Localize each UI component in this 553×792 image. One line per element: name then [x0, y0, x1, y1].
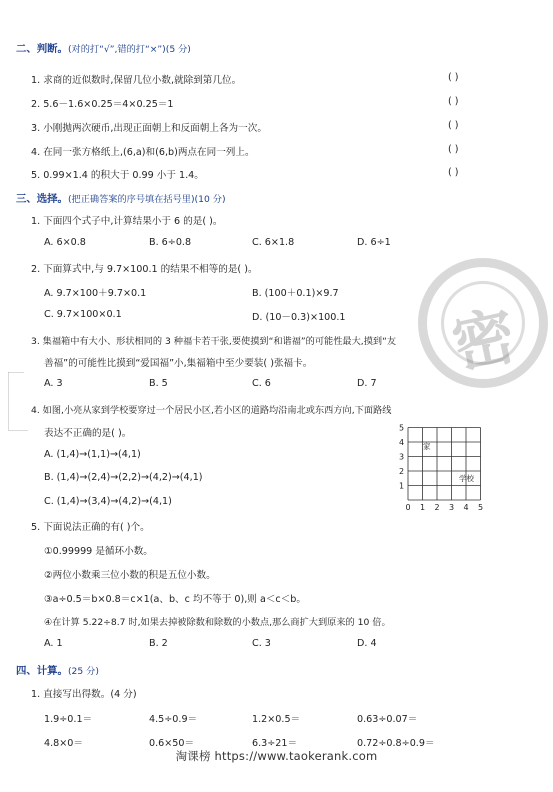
judge-item-3: 3. 小刚抛两次硬币,出现正面朝上和反面朝上各为一次。: [31, 123, 267, 134]
answer-paren: ( ): [448, 120, 459, 131]
section-4-title: 四、计算。: [16, 665, 68, 677]
section-2-title: 二、判断。: [16, 43, 68, 55]
calc-item: 4.5÷0.9＝: [149, 714, 198, 725]
choice-q4-option-c: C. (1,4)→(3,4)→(4,2)→(4,1): [44, 496, 172, 507]
scan-mark: [8, 430, 28, 431]
section-3-heading: [16, 190, 226, 205]
choice-q3-option-d: D. 7: [357, 378, 377, 389]
judge-item-2: 2. 5.6－1.6×0.25＝4×0.25＝1: [31, 99, 174, 110]
scan-mark: [8, 372, 9, 430]
y-tick-label: 5: [399, 423, 405, 433]
calc-item: 4.8×0＝: [44, 738, 83, 749]
calc-item: 1.2×0.5＝: [252, 714, 301, 725]
choice-q4-option-a: A. (1,4)→(1,1)→(4,1): [44, 449, 141, 460]
choice-q1-option-b: B. 6÷0.8: [149, 237, 192, 248]
section-2-note: (对的打“√”,错的打“×”)(5 分): [67, 44, 191, 55]
section-4-heading: [16, 662, 99, 677]
choice-q5-option-b: B. 2: [149, 638, 168, 649]
choice-q1-stem: 1. 下面四个式子中,计算结果小于 6 的是( )。: [31, 216, 223, 227]
section-3-title: 三、选择。: [16, 193, 68, 205]
answer-paren: ( ): [448, 167, 459, 178]
choice-q3-option-c: C. 6: [252, 378, 271, 389]
y-tick-label: 3: [399, 452, 405, 462]
y-tick-label: 4: [399, 438, 405, 447]
section-4-note: (25 分): [67, 666, 99, 677]
x-tick-label: 5: [478, 503, 484, 512]
grid-lines: [408, 428, 481, 501]
choice-q1-option-c: C. 6×1.8: [252, 237, 295, 248]
calc-item: 6.3÷21＝: [252, 738, 298, 749]
stamp-character: 密: [446, 298, 522, 383]
watermark-footer: 淘课榜 https://www.taokerank.com: [175, 749, 378, 763]
answer-paren: ( ): [448, 72, 459, 83]
x-tick-label: 2: [434, 503, 440, 512]
choice-q5-statement-3: ③a÷0.5＝b×0.8＝c×1(a、b、c 均不等于 0),则 a＜c＜b。: [44, 594, 306, 605]
judge-item-1: 1. 求商的近似数时,保留几位小数,就除到第几位。: [31, 75, 242, 86]
confidential-stamp: [418, 258, 548, 388]
choice-q4-stem-line2: 表达不正确的是( )。: [44, 428, 132, 439]
route-grid: [396, 418, 496, 518]
home-label: 家: [423, 442, 431, 451]
choice-q3-stem-line1: 3. 集福箱中有大小、形状相同的 3 种福卡若干张,要使摸到“和谐福”的可能性最大,摸到“友: [31, 336, 397, 347]
judge-item-4: 4. 在同一张方格纸上,(6,a)和(6,b)两点在同一列上。: [31, 147, 255, 158]
choice-q5-option-d: D. 4: [357, 638, 377, 649]
x-tick-label: 0: [405, 503, 411, 512]
choice-q2-option-a: A. 9.7×100＋9.7×0.1: [44, 288, 147, 299]
y-tick-label: 1: [399, 481, 405, 491]
calc-sub1-title: 1. 直接写出得数。(4 分): [31, 689, 137, 700]
x-tick-label: 3: [449, 503, 455, 512]
choice-q3-option-b: B. 5: [149, 378, 168, 389]
choice-q2-option-c: C. 9.7×100×0.1: [44, 309, 122, 320]
choice-q1-option-d: D. 6÷1: [357, 237, 391, 248]
school-label: 学校: [459, 474, 474, 483]
choice-q5-stem: 5. 下面说法正确的有( )个。: [31, 522, 150, 533]
choice-q2-stem: 2. 下面算式中,与 9.7×100.1 的结果不相等的是( )。: [31, 264, 258, 275]
calc-item: 0.72÷0.8÷0.9＝: [357, 738, 435, 749]
x-tick-label: 1: [420, 503, 426, 512]
calc-item: 0.63÷0.07＝: [357, 714, 418, 725]
choice-q5-statement-2: ②两位小数乘三位小数的积是五位小数。: [44, 570, 216, 581]
answer-paren: ( ): [448, 96, 459, 107]
judge-item-5: 5. 0.99×1.4 的积大于 0.99 小于 1.4。: [31, 170, 204, 181]
choice-q5-option-a: A. 1: [44, 638, 63, 649]
choice-q5-statement-1: ①0.99999 是循环小数。: [44, 546, 153, 557]
choice-q3-stem-line2: 善福”的可能性比摸到“爱国福”小,集福箱中至少要装( )张福卡。: [44, 358, 313, 369]
section-3-note: (把正确答案的序号填在括号里)(10 分): [67, 194, 226, 205]
choice-q2-option-d: D. (10－0.3)×100.1: [252, 312, 346, 323]
calc-item: 1.9÷0.1＝: [44, 714, 93, 725]
scan-mark: [8, 372, 24, 373]
choice-q4-stem-line1: 4. 如图,小亮从家到学校要穿过一个居民小区,若小区的道路均沿南北或东西方向,下面路线: [31, 405, 392, 416]
choice-q2-option-b: B. (100＋0.1)×9.7: [252, 288, 339, 299]
section-2-heading: [16, 40, 191, 55]
choice-q5-option-c: C. 3: [252, 638, 271, 649]
route-grid-figure: [396, 418, 496, 518]
stamp-inner-ring: [441, 281, 525, 365]
choice-q4-option-b: B. (1,4)→(2,4)→(2,2)→(4,2)→(4,1): [44, 472, 203, 483]
calc-item: 0.6×50＝: [149, 738, 195, 749]
choice-q1-option-a: A. 6×0.8: [44, 237, 86, 248]
y-tick-label: 2: [399, 467, 405, 476]
x-tick-label: 4: [463, 503, 469, 512]
choice-q5-statement-4: ④在计算 5.22÷8.7 时,如果去掉被除数和除数的小数点,那么商扩大到原来的 10 倍。: [44, 617, 391, 628]
choice-q3-option-a: A. 3: [44, 378, 63, 389]
answer-paren: ( ): [448, 144, 459, 155]
